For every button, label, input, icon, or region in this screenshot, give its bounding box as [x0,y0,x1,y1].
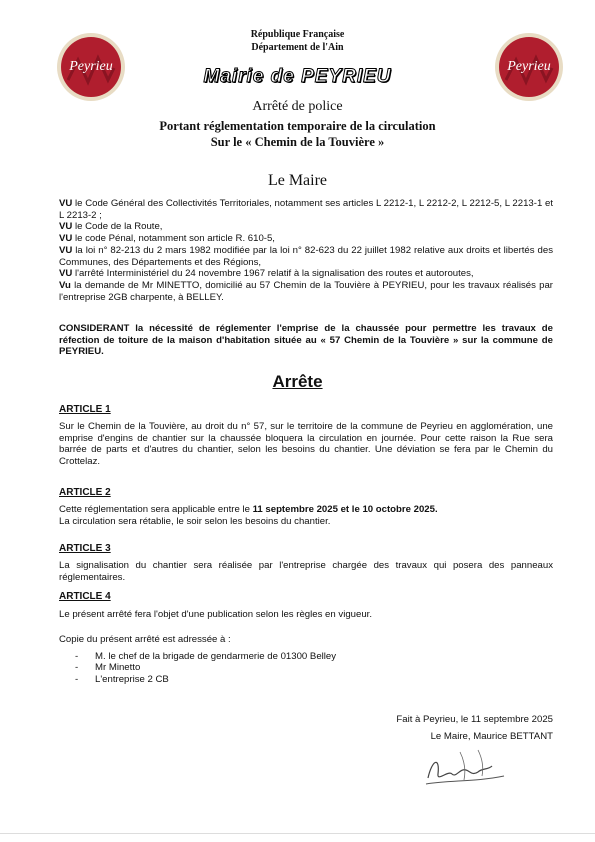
article-1-heading: ARTICLE 1 [59,404,111,415]
svg-text:Peyrieu: Peyrieu [69,59,113,74]
vu-item: Vu la demande de Mr MINETTO, domicilié au 57 Chemin de la Touvière à PEYRIEU, pour les travaux réalisés par l'entreprise 2GB charpente, à BELLEY. [59,279,553,303]
sur-le-line: Sur le « Chemin de la Touvière » [210,135,385,149]
article-3-text: La signalisation du chantier sera réalisée par l'entreprise chargée des travaux qui posera des panneaux réglementaires. [59,560,553,583]
article-4-text: Le présent arrêté fera l'objet d'une publication selon les règles en vigueur. [59,609,372,620]
article-3-heading: ARTICLE 3 [59,543,111,554]
copy-recipient: - M. le chef de la brigade de gendarmerie de 01300 Belley [59,651,553,663]
copy-intro: Copie du présent arrêté est adressée à : [59,634,231,645]
copy-recipient: - Mr Minetto [59,662,553,674]
maire-name: Le Maire, Maurice BETTANT [430,731,553,742]
portant-line: Portant réglementation temporaire de la circulation [159,119,436,133]
vu-item: VU la loi n° 82-213 du 2 mars 1982 modifiée par la loi n° 82-623 du 22 juillet 1982 relative aux droits et libertés des Communes, des Départements et des Régions, [59,244,553,268]
article-2-text: Cette réglementation sera applicable entre le 11 septembre 2025 et le 10 octobre 2025. La circulation sera rétablie, le soir selon les besoins du chantier. [59,504,438,527]
copy-recipient: - L'entreprise 2 CB [59,674,553,686]
article-4-heading: ARTICLE 4 [59,591,111,602]
vu-item: VU le Code Général des Collectivités Territoriales, notamment ses articles L 2212-1, L 2212-2, L 2212-5, L 2213-1 et L 2213-2 ; [59,198,553,221]
fait-a-text: Fait à Peyrieu, le 11 septembre 2025 [396,714,553,725]
header-republic [0,28,595,54]
vu-item: VU l'arrêté Interministériel du 24 novembre 1967 relatif à la signalisation des routes et autoroutes, [59,268,474,280]
svg-text:Peyrieu: Peyrieu [507,59,551,74]
mairie-title: Mairie de PEYRIEU [203,66,392,87]
arrete-heading: Arrête [272,372,323,391]
copy-section [59,634,553,686]
arrete-police-title: Arrêté de police [252,99,343,114]
considerant-paragraph: CONSIDERANT la nécessité de réglementer l'emprise de la chaussée pour permettre les travaux de réfection de toiture de la maison d'habitation située au « 57 Chemin de la Touvière » sur la commune de PEYRIEU. [59,323,553,358]
republic-text: République Française [250,29,345,40]
handwritten-signature [420,740,510,790]
page-bottom-edge [0,833,595,834]
subtitle [0,118,595,150]
article-1-text: Sur le Chemin de la Touvière, au droit du n° 57, sur le territoire de la commune de Peyrieu en agglomération, une emprise d'engins de chantier sur la chaussée bloquera la circulation en journée. Pour cette raison la Rue sera barrée de parts et d'autres du chantier, selon les besoins du chantier. Une déviation se fera par le Chemin du Crottelaz. [59,421,553,468]
vu-item: VU le Code de la Route, [59,221,163,233]
copy-list [59,651,553,686]
article-2-heading: ARTICLE 2 [59,487,111,498]
vu-list [59,198,553,303]
department-text: Département de l'Ain [251,42,344,53]
vu-item: VU le code Pénal, notamment son article R. 610-5, [59,233,275,245]
le-maire-heading: Le Maire [267,172,328,189]
